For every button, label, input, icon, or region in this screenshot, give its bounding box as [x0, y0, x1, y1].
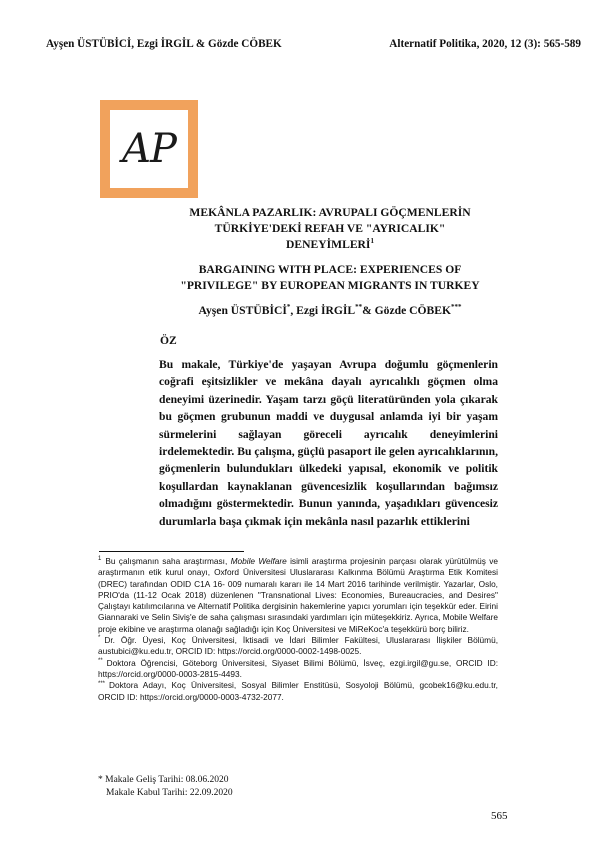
footnote-author-3 — [98, 680, 498, 703]
footnote-author-1 — [98, 635, 498, 658]
author-3: & Gözde CÖBEK — [362, 304, 451, 317]
turkish-title-line-3 — [130, 237, 530, 253]
journal-logo-mark: AP — [110, 110, 188, 188]
turkish-title-line-3-text: DENEYİMLERİ — [286, 238, 371, 251]
english-title-line-1: BARGAINING WITH PLACE: EXPERIENCES OF — [198, 263, 462, 276]
title-footnote-mark: 1 — [370, 237, 374, 246]
author-3-mark: *** — [451, 303, 462, 312]
footnote-1 — [98, 556, 498, 635]
author-1: Ayşen ÜSTÜBİCİ — [198, 304, 287, 317]
author-2: , Ezgi İRGİL — [290, 304, 356, 317]
footnotes — [98, 556, 498, 703]
received-date: * Makale Geliş Tarihi: 08.06.2020 — [98, 775, 229, 785]
article-dates — [98, 774, 233, 799]
footnote-1-text-start: Bu çalışmanın saha araştırması, — [105, 556, 231, 566]
turkish-title-line-2: TÜRKİYE'DEKİ REFAH VE "AYRICALIK" — [214, 222, 446, 235]
author-line — [130, 304, 530, 317]
author-2-mark: ** — [355, 303, 363, 312]
footnote-author-2-mark: ** — [98, 657, 103, 664]
abstract-heading: ÖZ — [160, 334, 177, 347]
footnote-divider — [99, 551, 244, 552]
footnote-1-mark: 1 — [98, 556, 102, 563]
turkish-title — [130, 205, 530, 253]
author-1-mark: * — [286, 303, 291, 312]
running-header — [46, 38, 581, 50]
footnote-author-1-text: Dr. Öğr. Üyesi, Koç Üniversitesi, İktisadi ve İdari Bilimler Fakültesi, Uluslararası İlişkiler Bölümü, austubici@ku.edu.tr, ORCID ID: https://orcid.org/0000-0002-1498-0025. — [98, 635, 498, 657]
footnote-1-text-rest: isimli araştırma projesinin parçası olarak yürütülmüş ve araştırmanın etik kurul onayı, Oxford Üniversitesi Uluslararası Kalkınma Bölümü Araştırma Etik Komitesi (DREC) tarafından ODID C1A 16- 009 numaralı kararı ile 14 Mart 2016 tarihinde verilmiştir. Yazarlar, Oslo, PRIO'da (11-12 Ocak 2018) düzenlenen "Transnational Lives: Economies, Bureaucracies, and Desires" Çalıştayı katılımcılarına ve Alternatif Politika dergisinin hakemlerine yapıcı yorumları için teşekkür eder. Eirini Giannaraki ve Selin Siviş'e de saha çalışması sırasındaki yardımları için müteşekkiriz. Ayrıca, Mobile Welfare proje ekibine ve araştırma olanağı sağladığı için Koç Üniversitesi ve MiReKoc'a teşekkürü borç biliriz. — [98, 556, 498, 634]
footnote-1-project-name: Mobile Welfare — [230, 556, 287, 566]
english-title-line-2: "PRIVILEGE" BY EUROPEAN MIGRANTS IN TURKEY — [180, 279, 480, 292]
english-title — [130, 262, 530, 294]
accepted-date: Makale Kabul Tarihi: 22.09.2020 — [106, 787, 233, 798]
turkish-title-line-1: MEKÂNLA PAZARLIK: AVRUPALI GÖÇMENLERİN — [189, 206, 471, 219]
header-authors: Ayşen ÜSTÜBİCİ, Ezgi İRGİL & Gözde CÖBEK — [46, 38, 282, 50]
footnote-author-3-mark: *** — [98, 680, 106, 687]
footnote-author-1-mark: * — [98, 635, 101, 642]
page-number: 565 — [491, 810, 508, 822]
journal-logo — [100, 100, 198, 198]
abstract-text: Bu makale, Türkiye'de yaşayan Avrupa doğumlu göçmenlerin coğrafi eşitsizlikler ve mekâna dayalı ayrıcalıklı göçmen olma deneyimi üzerinedir. Yaşam tarzı göçü literatüründen yola çıkarak bu göçmen grubunun maddi ve duygusal anlamda iyi bir yaşam sürmelerini sağlayan göreceli ayrıcalık deneyimlerini irdelemektedir. Bu çalışma, güçlü pasaport ile gelen ayrıcalıklarının, göçmenlerin bulundukları ülkedeki yapısal, ekonomik ve politik koşullardan kaynaklanan güvencesizlik koşullarından bağımsız olmadığını göstermektedir. Bunun yanında, yaşadıkları güvencesiz durumlarla başa çıkmak için mekânla nasıl pazarlık ettiklerini — [159, 358, 498, 528]
footnote-author-2-text: Doktora Öğrencisi, Göteborg Üniversitesi, Siyaset Bilimi Bölümü, İsveç, ezgi.irgil@gu.se, ORCID ID: https://orcid.org/0000-0003-2815-4493. — [98, 657, 498, 679]
footnote-author-3-text: Doktora Adayı, Koç Üniversitesi, Sosyal Bilimler Enstitüsü, Sosyoloji Bölümü, gcobek16@ku.edu.tr, ORCID ID: https://orcid.org/0000-0003-4732-2077. — [98, 680, 498, 702]
header-journal-citation: Alternatif Politika, 2020, 12 (3): 565-589 — [389, 38, 581, 50]
footnote-author-2 — [98, 658, 498, 681]
